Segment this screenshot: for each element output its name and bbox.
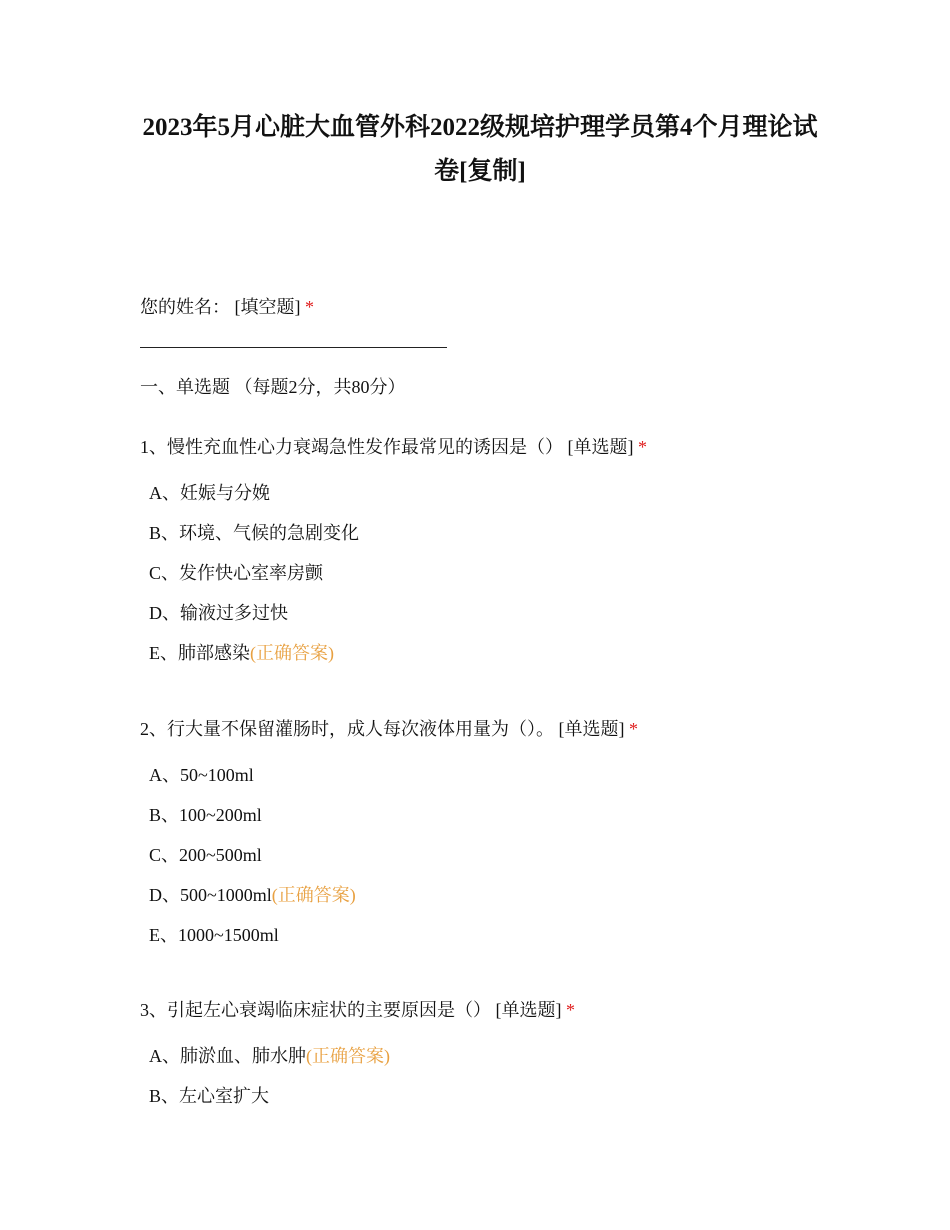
option-item [149, 883, 356, 907]
option-item [149, 561, 323, 585]
name-label: 您的姓名： [140, 297, 230, 317]
option-item [149, 843, 262, 867]
option-label: D、500~1000ml [149, 885, 272, 905]
option-item [149, 641, 334, 665]
question-3 [140, 998, 575, 1022]
option-item [149, 481, 270, 505]
correct-answer-note: (正确答案) [306, 1046, 390, 1066]
question-1 [140, 435, 647, 459]
option-label: E、肺部感染 [149, 643, 250, 663]
question-type-tag: [单选题] [558, 719, 625, 739]
question-text: 3、引起左心衰竭临床症状的主要原因是（） [140, 1000, 491, 1020]
section-heading: 一、单选题 （每题2分，共80分） [140, 377, 406, 397]
option-label: B、环境、气候的急剧变化 [149, 523, 360, 543]
page-title: 2023年5月心脏大血管外科2022级规培护理学员第4个月理论试卷[复制] [142, 114, 818, 185]
correct-answer-note: (正确答案) [271, 885, 356, 905]
question-2 [140, 717, 638, 741]
correct-answer-note: (正确答案) [250, 643, 334, 663]
option-item [149, 763, 254, 787]
option-label: D、输液过多过快 [149, 603, 288, 623]
option-item [149, 923, 279, 947]
option-label: B、100~200ml [149, 805, 262, 825]
option-label: A、肺淤血、肺水肿 [149, 1046, 306, 1066]
option-item [149, 1044, 390, 1068]
question-text: 1、慢性充血性心力衰竭急性发作最常见的诱因是（） [140, 437, 563, 457]
question-type-tag: [单选题] [495, 1000, 562, 1020]
option-label: A、50~100ml [149, 765, 254, 785]
option-label: C、200~500ml [149, 845, 262, 865]
required-mark: * [305, 297, 314, 317]
option-label: A、妊娠与分娩 [149, 483, 270, 503]
option-item [149, 521, 359, 545]
option-label: E、1000~1500ml [149, 925, 279, 945]
option-item [149, 1084, 269, 1108]
name-question [140, 295, 314, 319]
question-type-tag: [单选题] [567, 437, 634, 457]
required-mark: * [638, 437, 647, 457]
option-label: B、左心室扩大 [149, 1086, 270, 1106]
option-label: C、发作快心室率房颤 [149, 563, 324, 583]
option-item [149, 601, 288, 625]
question-text: 2、行大量不保留灌肠时，成人每次液体用量为（）。 [140, 719, 554, 739]
name-input-line[interactable] [140, 347, 447, 348]
required-mark: * [629, 719, 638, 739]
option-item [149, 803, 262, 827]
required-mark: * [566, 1000, 575, 1020]
name-type-tag: [填空题] [234, 297, 301, 317]
